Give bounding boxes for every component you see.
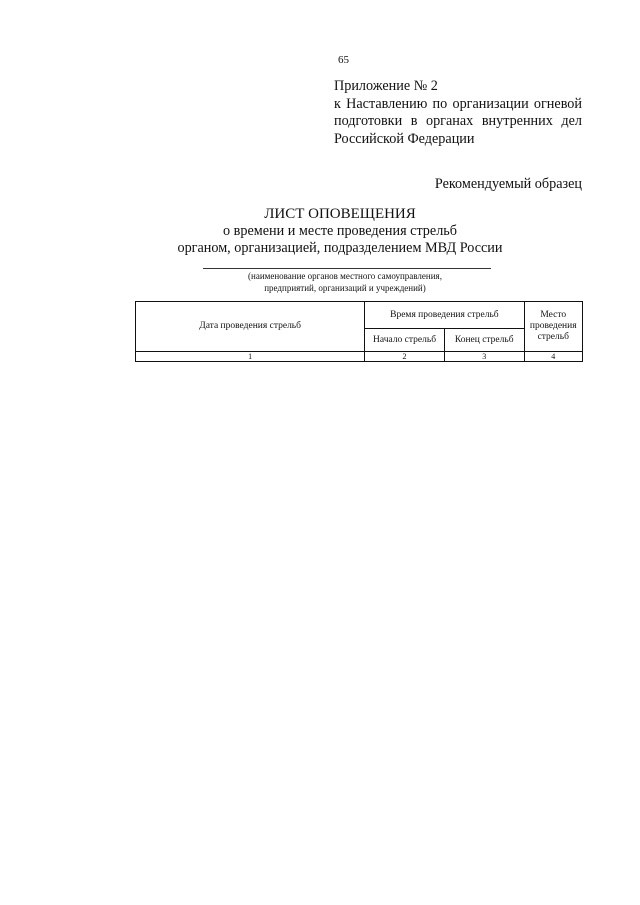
page-number: 65 <box>338 54 349 66</box>
caption-line-2: предприятий, организаций и учреждений) <box>264 283 426 293</box>
column-number: 1 <box>136 352 365 362</box>
appendix-line-2: к Наставлению по организации огневой <box>334 95 582 112</box>
appendix-line-4: Российской Федерации <box>334 130 475 147</box>
appendix-line-3: подготовки в органах внутренних дел <box>334 113 582 129</box>
fill-in-caption <box>186 270 504 294</box>
header-date: Дата проведения стрельб <box>136 302 365 352</box>
caption-line-1: (наименование органов местного самоуправления, <box>248 271 442 281</box>
column-number: 3 <box>444 352 524 362</box>
column-number: 4 <box>524 352 582 362</box>
header-time-group: Время проведения стрельб <box>365 302 524 329</box>
document-heading <box>140 205 540 257</box>
header-start: Начало стрельб <box>365 329 445 352</box>
header-place: Место проведения стрельб <box>524 302 582 352</box>
document-title: ЛИСТ ОПОВЕЩЕНИЯ <box>264 206 416 222</box>
sample-label: Рекомендуемый образец <box>434 176 582 192</box>
appendix-line-1: Приложение № 2 <box>334 78 438 94</box>
notification-table <box>135 301 583 362</box>
header-end: Конец стрельб <box>444 329 524 352</box>
column-number: 2 <box>365 352 445 362</box>
appendix-reference <box>334 78 582 148</box>
fill-in-line <box>203 268 491 269</box>
document-subtitle-2: органом, организацией, подразделением МВД России <box>177 240 503 256</box>
document-subtitle-1: о времени и месте проведения стрельб <box>223 223 457 239</box>
